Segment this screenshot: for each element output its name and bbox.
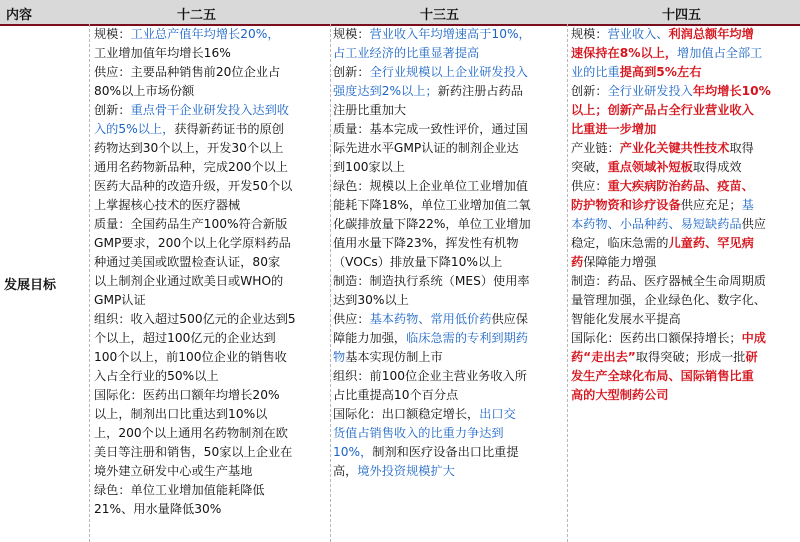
column-divider: [330, 24, 331, 542]
text-segment: 产业化关键共性技术: [619, 141, 730, 155]
text-line: [333, 367, 531, 386]
text-line: [571, 291, 771, 310]
text-segment: 提高到5%左右: [619, 65, 702, 79]
text-segment: 值用水量下降23%，挥发性有机物: [333, 236, 519, 250]
text-line: [333, 44, 531, 63]
text-line: [333, 405, 531, 424]
text-segment: 全行业规模以上企业研发投入: [369, 65, 528, 79]
text-segment: 入的5%以上，: [94, 122, 175, 136]
text-line: [94, 196, 296, 215]
text-segment: 高的大型制药公司: [571, 388, 669, 402]
text-segment: 到100家以上: [333, 160, 406, 174]
text-segment: 发生产全球化布局、国际销售比重: [571, 369, 754, 383]
text-line: [94, 120, 296, 139]
text-segment: （VOCs）排放量下降10%以上: [333, 255, 503, 269]
text-line: [333, 310, 531, 329]
header-12th-plan: 十二五: [177, 8, 217, 23]
text-segment: 产业链：: [571, 141, 620, 155]
text-line: [94, 405, 296, 424]
text-segment: 制造：制造执行系统（MES）使用率: [333, 274, 530, 288]
text-line: [94, 386, 296, 405]
text-line: [333, 424, 531, 443]
text-line: [94, 44, 296, 63]
text-line: [94, 272, 296, 291]
text-segment: 量管理加强，企业绿色化、数字化、: [571, 293, 766, 307]
text-segment: 研: [745, 350, 758, 364]
text-segment: 质量：全国药品生产100%符合新版: [94, 217, 288, 231]
header-14th-plan: 十四五: [662, 8, 702, 23]
text-line: [94, 63, 296, 82]
text-line: [333, 177, 531, 196]
text-segment: 组织：收入超过500亿元的企业达到5: [94, 312, 296, 326]
header-content: 内容: [6, 8, 33, 23]
text-line: [94, 310, 296, 329]
text-segment: 以上制剂企业通过欧美日或WHO的: [94, 274, 284, 288]
text-segment: 儿童药、罕见病: [668, 236, 754, 250]
text-segment: 供应：主要品种销售前20位企业占: [94, 65, 281, 79]
text-line: [333, 272, 531, 291]
text-line: [333, 82, 531, 101]
text-line: [94, 139, 296, 158]
text-segment: 规模：: [94, 27, 131, 41]
text-segment: 通用名药物新品种，完成200个以上: [94, 160, 288, 174]
text-line: [94, 424, 296, 443]
text-line: [571, 82, 771, 101]
text-segment: 创新：: [571, 84, 608, 98]
text-segment: 工业总产值年均增长20%，: [130, 27, 280, 41]
text-segment: 80%以上市场份额: [94, 84, 195, 98]
text-line: [571, 25, 771, 44]
text-line: [571, 120, 771, 139]
text-segment: 上掌握核心技术的医疗器械: [94, 198, 241, 212]
text-line: [571, 253, 771, 272]
text-line: [333, 120, 531, 139]
text-segment: 制造：药品、医疗器械全生命周期质: [571, 274, 766, 288]
column-divider: [89, 24, 90, 542]
text-line: [571, 272, 771, 291]
text-line: [571, 310, 771, 329]
text-segment: 高，: [333, 464, 358, 478]
text-segment: 中成: [741, 331, 766, 345]
text-segment: 出口交: [479, 407, 516, 421]
text-segment: 工业增加值年均增长16%: [94, 46, 231, 60]
text-line: [571, 367, 771, 386]
text-segment: 本药物、小品种药、易短缺药品: [571, 217, 742, 231]
text-segment: 入占全行业的50%以上: [94, 369, 219, 383]
text-line: [333, 196, 531, 215]
text-line: [333, 348, 531, 367]
text-segment: 质量：基本完成一致性评价，通过国: [333, 122, 528, 136]
text-segment: 国际化：医药出口额保持增长；: [571, 331, 742, 345]
text-line: [94, 25, 296, 44]
text-segment: 供应: [741, 217, 766, 231]
text-segment: 获得新药证书的原创: [174, 122, 284, 136]
text-segment: 稳定，临床急需的: [571, 236, 669, 250]
text-line: [571, 101, 771, 120]
text-segment: 重点骨干企业研发投入达到收: [130, 103, 289, 117]
text-segment: 营业收入、: [607, 27, 669, 41]
text-line: [333, 139, 531, 158]
text-segment: 10%，: [333, 445, 373, 459]
text-segment: 取得成效: [692, 160, 742, 174]
text-segment: 强度达到2%以上；: [333, 84, 438, 98]
text-segment: 以上；: [571, 103, 608, 117]
text-line: [94, 462, 296, 481]
text-line: [94, 367, 296, 386]
text-line: [94, 177, 296, 196]
text-segment: 障能力加强，: [333, 331, 407, 345]
text-line: [333, 386, 531, 405]
text-line: [94, 82, 296, 101]
text-line: [333, 234, 531, 253]
text-segment: 上，200个以上通用名药物制剂在欧: [94, 426, 288, 440]
text-segment: 保障能力增强: [583, 255, 657, 269]
text-segment: GMP认证: [94, 293, 146, 307]
text-segment: 国际化：医药出口额年均增长20%: [94, 388, 280, 402]
text-segment: 突破，: [571, 160, 608, 174]
text-line: [571, 234, 771, 253]
text-segment: 供应：: [571, 179, 608, 193]
text-segment: 基本药物、常用低价药: [369, 312, 492, 326]
text-segment: 组织：前100位企业主营业务收入所: [333, 369, 527, 383]
text-segment: 创新产品占全行业营业收入: [607, 103, 754, 117]
row-label-development-goals: 发展目标: [4, 278, 57, 293]
text-segment: 创新：: [333, 65, 370, 79]
text-segment: 营业收入年均增速高于10%，: [369, 27, 531, 41]
text-line: [94, 481, 296, 500]
text-segment: 重大疾病防治药品、疫苗、: [607, 179, 754, 193]
text-segment: 境外投资规模扩大: [357, 464, 455, 478]
text-line: [571, 158, 771, 177]
text-segment: 际先进水平GMP认证的制剂企业达: [333, 141, 519, 155]
text-segment: 注册比重加大: [333, 103, 407, 117]
text-line: [571, 329, 771, 348]
text-segment: 取得: [729, 141, 754, 155]
text-segment: 占工业经济的比重显著提高: [333, 46, 480, 60]
text-segment: 占比重提高10个百分点: [333, 388, 459, 402]
text-line: [571, 386, 771, 405]
text-line: [94, 348, 296, 367]
text-line: [571, 44, 771, 63]
text-segment: 利润总额年均增: [668, 27, 754, 41]
text-segment: 新药注册占药品: [437, 84, 523, 98]
text-segment: 医药大品种的改造升级，开发50个以: [94, 179, 293, 193]
text-segment: 比重进一步增加: [571, 122, 657, 136]
text-segment: 速保持在8%以上，: [571, 46, 678, 60]
table-header: [0, 0, 800, 26]
text-segment: 药物达到30个以上，开发30个以上: [94, 141, 284, 155]
text-segment: 达到30%以上: [333, 293, 409, 307]
text-line: [333, 291, 531, 310]
text-line: [333, 329, 531, 348]
text-line: [571, 139, 771, 158]
column-divider: [567, 24, 568, 542]
text-segment: 规模：: [571, 27, 608, 41]
text-line: [94, 500, 296, 519]
text-segment: 规模：: [333, 27, 370, 41]
text-line: [94, 291, 296, 310]
text-line: [571, 177, 771, 196]
text-line: [571, 196, 771, 215]
text-segment: 能耗下降18%，单位工业增加值二氧: [333, 198, 531, 212]
text-line: [94, 329, 296, 348]
text-line: [333, 63, 531, 82]
text-segment: GMP要求，200个以上化学原料药品: [94, 236, 291, 250]
text-segment: 绿色：单位工业增加值能耗降低: [94, 483, 265, 497]
text-segment: 货值占销售收入的比重力争达到: [333, 426, 504, 440]
text-segment: 供应充足；: [680, 198, 742, 212]
text-segment: 绿色：规模以上企业单位工业增加值: [333, 179, 528, 193]
text-line: [94, 253, 296, 272]
text-segment: 重点领域补短板: [607, 160, 693, 174]
text-line: [333, 253, 531, 272]
text-segment: 个以上，超过100亿元的企业达到: [94, 331, 276, 345]
text-line: [571, 348, 771, 367]
text-line: [571, 215, 771, 234]
text-segment: 创新：: [94, 103, 131, 117]
text-segment: 以上，制剂出口比重达到10%以: [94, 407, 268, 421]
text-segment: 全行业研发投入: [607, 84, 693, 98]
column-14th-plan: [571, 25, 771, 405]
text-segment: 制剂和医疗设备出口比重提: [372, 445, 519, 459]
text-segment: 供应：: [333, 312, 370, 326]
text-line: [333, 101, 531, 120]
text-segment: 21%、用水量降低30%: [94, 502, 222, 516]
text-segment: 业的比重: [571, 65, 620, 79]
text-line: [333, 25, 531, 44]
column-12th-plan: [94, 25, 296, 519]
text-line: [333, 158, 531, 177]
text-segment: 化碳排放量下降22%，单位工业增加: [333, 217, 531, 231]
text-segment: 100个以上，前100位企业的销售收: [94, 350, 287, 364]
text-segment: 基本实现仿制上市: [345, 350, 443, 364]
text-segment: 取得突破；形成一批: [635, 350, 746, 364]
text-segment: 药“走出去”: [571, 350, 636, 364]
text-segment: 年均增长10%: [692, 84, 771, 98]
text-segment: 防护物资和诊疗设备: [571, 198, 681, 212]
column-13th-plan: [333, 25, 531, 481]
text-segment: 基: [741, 198, 754, 212]
header-13th-plan: 十三五: [420, 8, 460, 23]
text-line: [94, 158, 296, 177]
text-line: [333, 443, 531, 462]
text-line: [94, 101, 296, 120]
text-line: [94, 234, 296, 253]
text-segment: 物: [333, 350, 346, 364]
text-segment: 药: [571, 255, 584, 269]
text-line: [333, 215, 531, 234]
text-line: [94, 215, 296, 234]
text-line: [94, 443, 296, 462]
text-segment: 智能化发展水平提高: [571, 312, 681, 326]
text-line: [333, 462, 531, 481]
text-segment: 美日等注册和销售，50家以上企业在: [94, 445, 293, 459]
text-segment: 国际化：出口额稳定增长，: [333, 407, 480, 421]
text-segment: 供应保: [491, 312, 528, 326]
text-line: [571, 63, 771, 82]
text-segment: 境外建立研发中心或生产基地: [94, 464, 253, 478]
text-segment: 增加值占全部工: [677, 46, 763, 60]
text-segment: 临床急需的专利到期药: [406, 331, 528, 345]
text-segment: 种通过美国或欧盟检查认证，80家: [94, 255, 281, 269]
